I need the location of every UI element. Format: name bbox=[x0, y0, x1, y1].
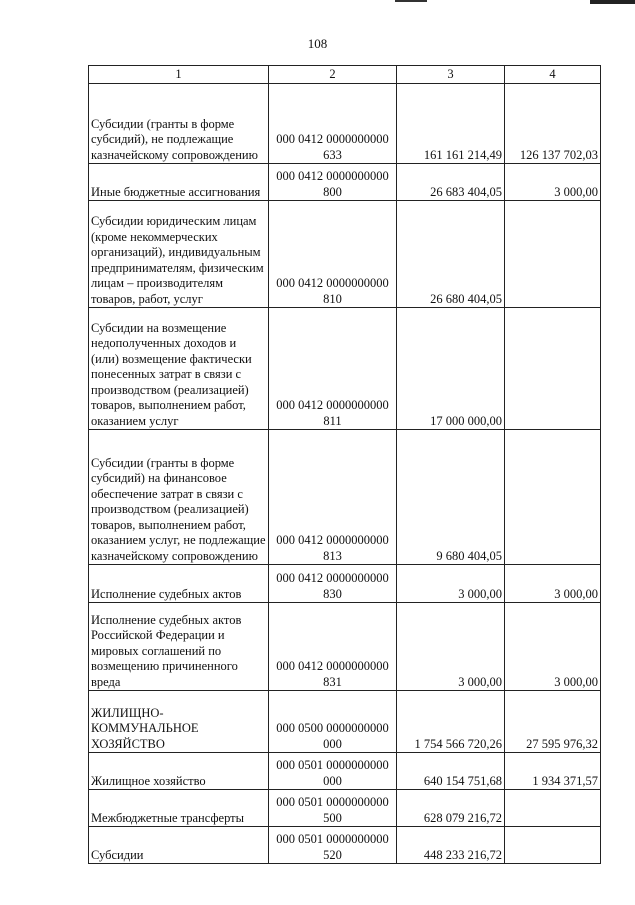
top-edge-mark bbox=[590, 0, 635, 4]
row-col4: 3 000,00 bbox=[505, 565, 601, 603]
row-code: 000 0412 0000000000 810 bbox=[269, 201, 397, 308]
row-name: Межбюджетные трансферты bbox=[89, 790, 269, 827]
row-name: Субсидии юридическим лицам (кроме некоммерческих организаций), индивидуальным предпринимателям, физическим лицам – производителям товаров, работ, услуг bbox=[89, 201, 269, 308]
row-code: 000 0412 0000000000 800 bbox=[269, 164, 397, 201]
row-col4 bbox=[505, 790, 601, 827]
row-col4 bbox=[505, 308, 601, 430]
top-edge-mark bbox=[395, 0, 427, 2]
row-name: Субсидии bbox=[89, 827, 269, 864]
row-col3: 3 000,00 bbox=[397, 603, 505, 691]
row-code: 000 0412 0000000000 831 bbox=[269, 603, 397, 691]
row-col4 bbox=[505, 430, 601, 565]
header-cell-3: 3 bbox=[397, 66, 505, 84]
row-name: Иные бюджетные ассигнования bbox=[89, 164, 269, 201]
header-cell-2: 2 bbox=[269, 66, 397, 84]
row-col3: 3 000,00 bbox=[397, 565, 505, 603]
row-col3: 628 079 216,72 bbox=[397, 790, 505, 827]
row-code: 000 0501 0000000000 000 bbox=[269, 753, 397, 790]
row-name: Жилищное хозяйство bbox=[89, 753, 269, 790]
row-col3: 9 680 404,05 bbox=[397, 430, 505, 565]
page-number: 108 bbox=[307, 36, 328, 51]
row-code: 000 0501 0000000000 520 bbox=[269, 827, 397, 864]
table-header-row bbox=[89, 66, 601, 84]
table-row bbox=[89, 84, 601, 164]
row-code: 000 0412 0000000000 813 bbox=[269, 430, 397, 565]
row-code: 000 0412 0000000000 830 bbox=[269, 565, 397, 603]
row-code: 000 0500 0000000000 000 bbox=[269, 691, 397, 753]
table-row bbox=[89, 790, 601, 827]
table-row bbox=[89, 201, 601, 308]
row-col4: 3 000,00 bbox=[505, 164, 601, 201]
row-col4: 126 137 702,03 bbox=[505, 84, 601, 164]
table-row bbox=[89, 565, 601, 603]
table-row bbox=[89, 827, 601, 864]
row-col4: 1 934 371,57 bbox=[505, 753, 601, 790]
table-row bbox=[89, 430, 601, 565]
table-row bbox=[89, 603, 601, 691]
row-col4 bbox=[505, 201, 601, 308]
row-code: 000 0412 0000000000 811 bbox=[269, 308, 397, 430]
table-row bbox=[89, 753, 601, 790]
row-col4 bbox=[505, 827, 601, 864]
header-cell-1: 1 bbox=[89, 66, 269, 84]
row-code: 000 0501 0000000000 500 bbox=[269, 790, 397, 827]
row-name: ЖИЛИЩНО-КОММУНАЛЬНОЕ ХОЗЯЙСТВО bbox=[89, 691, 269, 753]
row-col3: 161 161 214,49 bbox=[397, 84, 505, 164]
row-col3: 26 680 404,05 bbox=[397, 201, 505, 308]
row-col4: 3 000,00 bbox=[505, 603, 601, 691]
row-col3: 640 154 751,68 bbox=[397, 753, 505, 790]
row-col3: 448 233 216,72 bbox=[397, 827, 505, 864]
row-name: Субсидии на возмещение недополученных доходов и (или) возмещение фактически понесенных затрат в связи с производством (реализацией) товаров, выполнением работ, оказанием услуг bbox=[89, 308, 269, 430]
row-col4: 27 595 976,32 bbox=[505, 691, 601, 753]
budget-table bbox=[88, 65, 601, 864]
row-code: 000 0412 0000000000 633 bbox=[269, 84, 397, 164]
row-col3: 17 000 000,00 bbox=[397, 308, 505, 430]
row-name: Субсидии (гранты в форме субсидий) на финансовое обеспечение затрат в связи с производством (реализацией) товаров, выполнением работ, оказанием услуг, не подлежащие казначейскому сопровождению bbox=[89, 430, 269, 565]
table-row bbox=[89, 691, 601, 753]
header-cell-4: 4 bbox=[505, 66, 601, 84]
row-name: Субсидии (гранты в форме субсидий), не подлежащие казначейскому сопровождению bbox=[89, 84, 269, 164]
table-row bbox=[89, 308, 601, 430]
row-name: Исполнение судебных актов Российской Федерации и мировых соглашений по возмещению причиненного вреда bbox=[89, 603, 269, 691]
table-row bbox=[89, 164, 601, 201]
row-col3: 1 754 566 720,26 bbox=[397, 691, 505, 753]
row-name: Исполнение судебных актов bbox=[89, 565, 269, 603]
row-col3: 26 683 404,05 bbox=[397, 164, 505, 201]
